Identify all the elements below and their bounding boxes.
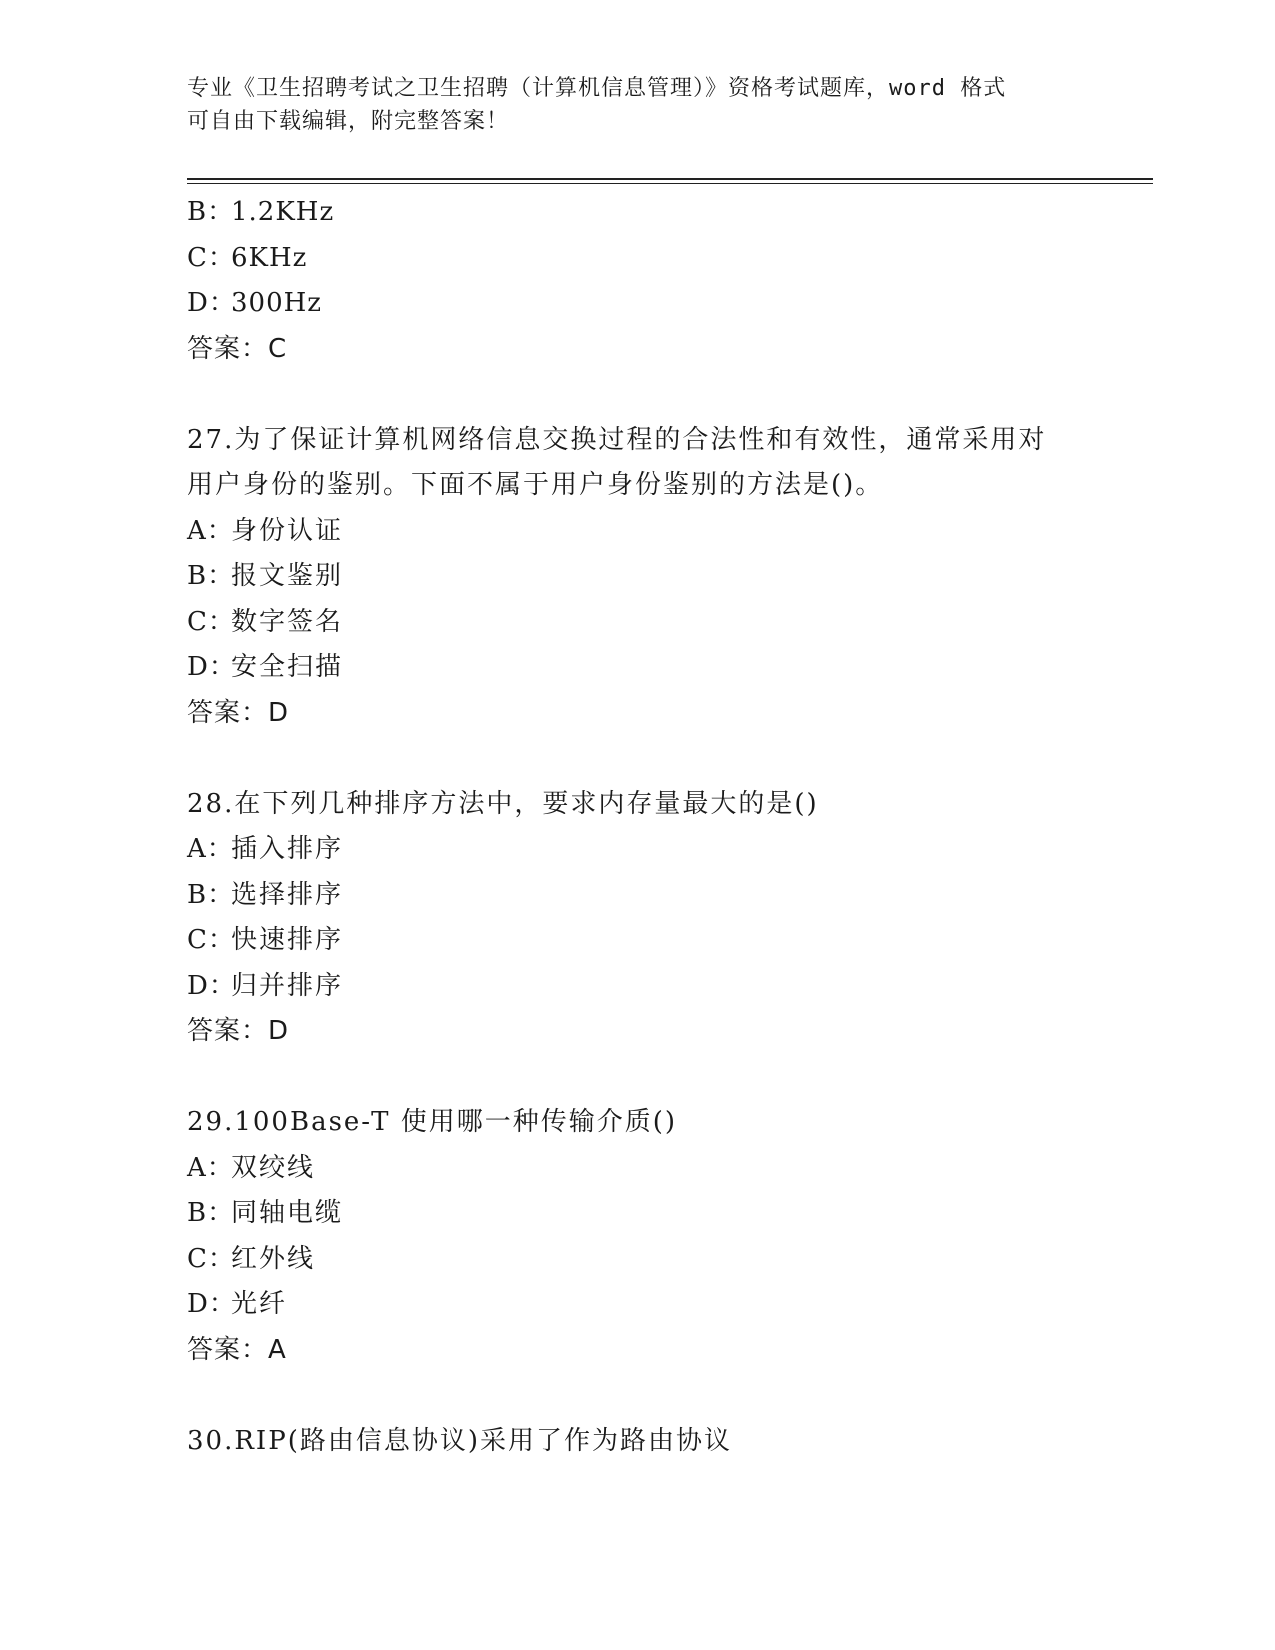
option-key: D： (187, 652, 236, 682)
question-stem: 29.100Base-T 使用哪一种传输介质() (187, 1107, 678, 1137)
option-key: A： (187, 515, 234, 546)
answer: 答案：D (187, 697, 290, 728)
spacer (187, 372, 1087, 418)
option-key: C： (187, 606, 235, 637)
question-stem-continued: 用户身份的鉴别。下面不属于用户身份鉴别的方法是()。 (187, 470, 884, 500)
option-text: 归并排序 (231, 970, 344, 1001)
question-29 (187, 1100, 1087, 1373)
header-line-2: 可自由下载编辑，附完整答案！ (187, 109, 510, 134)
option-b (187, 554, 1087, 600)
option-text: 双绞线 (231, 1152, 316, 1183)
option-d (187, 1282, 1087, 1328)
option-c (187, 600, 1087, 646)
answer: 答案：A (187, 1334, 287, 1365)
option-text: 红外线 (231, 1243, 316, 1274)
question-stem: 27.为了保证计算机网络信息交换过程的合法性和有效性，通常采用对 (187, 424, 1047, 455)
option-c (187, 236, 1087, 282)
header-line-1: 专业《卫生招聘考试之卫生招聘（计算机信息管理）》资格考试题库，word 格式 (187, 76, 1007, 101)
option-text: 光纤 (231, 1289, 288, 1319)
question-content (187, 190, 1087, 1464)
option-text: 数字签名 (231, 606, 344, 637)
option-b (187, 190, 1087, 236)
question-26 (187, 190, 1087, 372)
option-text: 快速排序 (231, 925, 344, 955)
option-text: 300Hz (231, 288, 322, 318)
option-key: A： (187, 1152, 234, 1183)
option-b (187, 1191, 1087, 1237)
option-key: B： (187, 561, 235, 591)
option-a (187, 1146, 1087, 1192)
option-c (187, 1237, 1087, 1283)
option-key: A： (187, 834, 234, 864)
option-b (187, 873, 1087, 919)
option-text: 安全扫描 (231, 652, 344, 682)
answer: 答案：D (187, 1016, 290, 1046)
option-text: 报文鉴别 (231, 561, 344, 591)
option-key: C： (187, 242, 235, 273)
option-text: 1.2KHz (231, 197, 335, 227)
option-key: C： (187, 1243, 235, 1274)
option-key: D： (187, 288, 236, 318)
option-a (187, 827, 1087, 873)
answer: 答案：C (187, 333, 288, 364)
question-27 (187, 418, 1087, 737)
question-30 (187, 1419, 1087, 1465)
option-text: 插入排序 (231, 834, 344, 864)
option-text: 选择排序 (231, 879, 344, 910)
question-stem: 28.在下列几种排序方法中，要求内存量最大的是() (187, 788, 819, 819)
option-c (187, 918, 1087, 964)
option-text: 6KHz (231, 242, 308, 273)
option-d (187, 645, 1087, 691)
header-rule-thin (187, 183, 1153, 184)
option-a (187, 509, 1087, 555)
question-28 (187, 782, 1087, 1055)
option-key: B： (187, 1198, 235, 1228)
document-header (187, 72, 1087, 138)
spacer (187, 1373, 1087, 1419)
question-stem: 30.RIP(路由信息协议)采用了作为路由协议 (187, 1425, 732, 1456)
header-rule-thick (187, 178, 1153, 180)
option-d (187, 281, 1087, 327)
option-text: 身份认证 (231, 515, 344, 546)
option-key: C： (187, 925, 235, 955)
option-key: B： (187, 879, 235, 910)
option-key: D： (187, 1289, 236, 1319)
option-key: B： (187, 197, 235, 227)
option-key: D： (187, 970, 236, 1001)
spacer (187, 736, 1087, 782)
option-d (187, 964, 1087, 1010)
option-text: 同轴电缆 (231, 1198, 344, 1228)
spacer (187, 1055, 1087, 1101)
